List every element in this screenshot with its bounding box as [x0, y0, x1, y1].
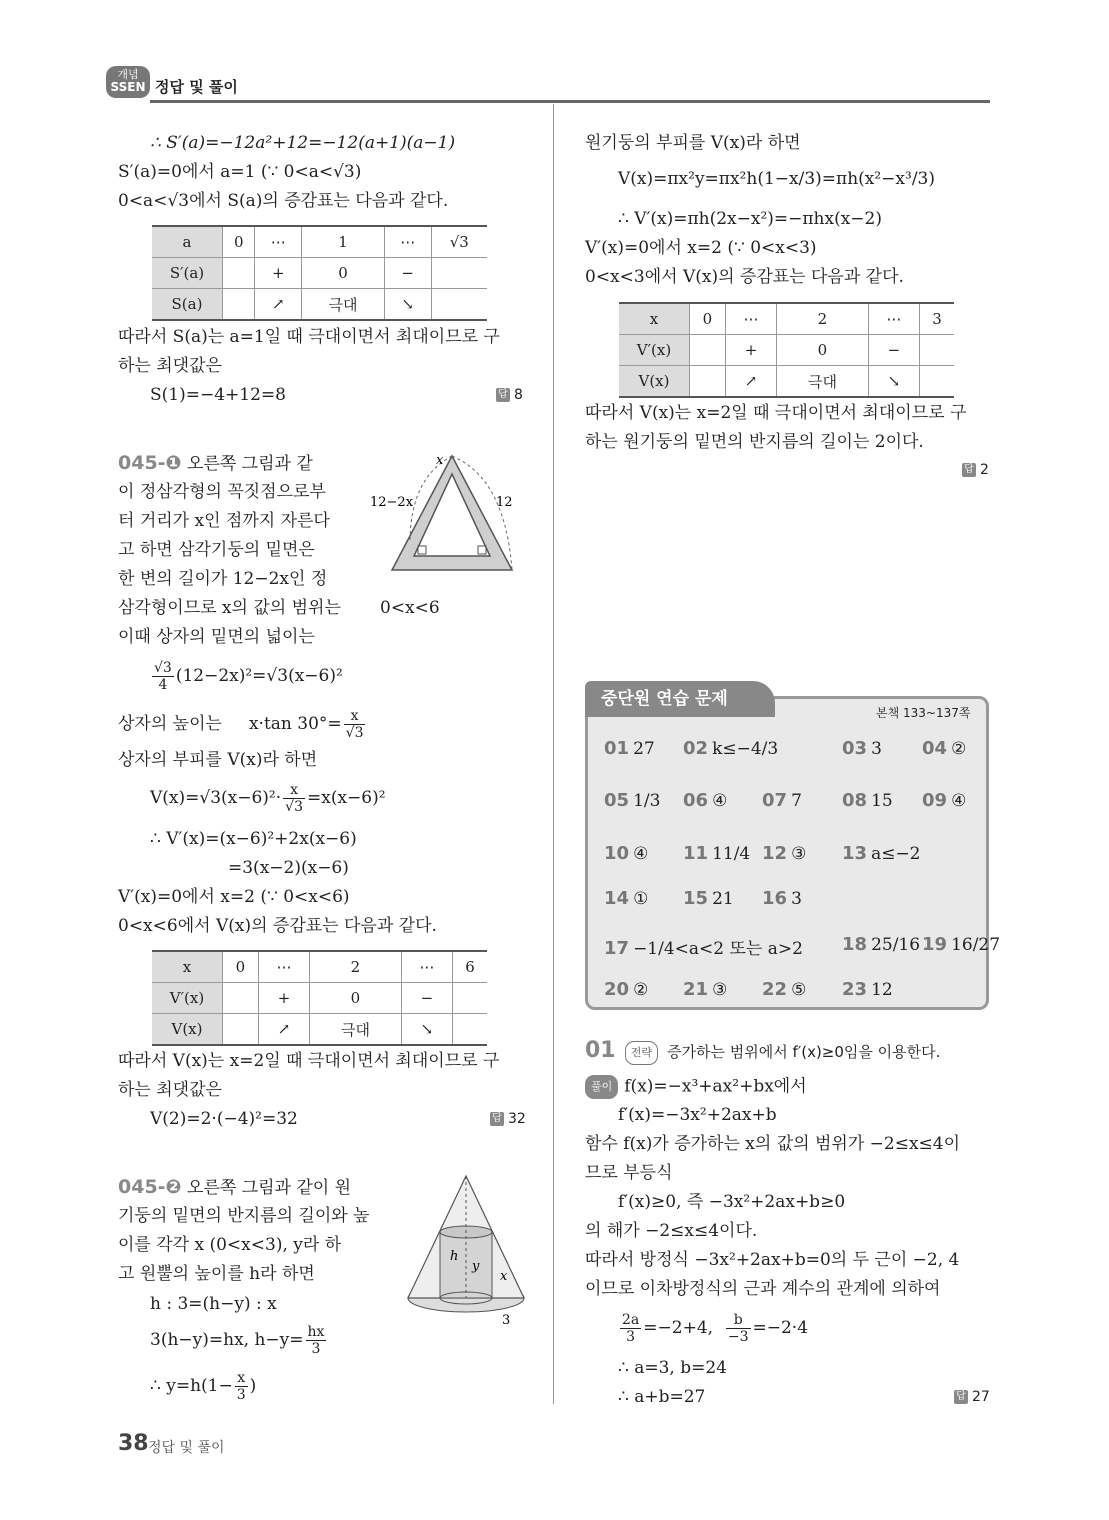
problem-number: 045-❷	[118, 1176, 182, 1198]
cell: V′(x)	[152, 983, 223, 1014]
cell: 0	[223, 226, 255, 258]
cell: 2	[310, 951, 401, 983]
text-line: 하는 원기둥의 밑면의 반지름의 길이는 2이다.	[585, 432, 924, 452]
eq-line: h : 3=(h−y) : x	[150, 1294, 277, 1314]
text-line: 하는 최댓값은	[118, 1080, 222, 1100]
text-line: 원기둥의 부피를 V(x)라 하면	[585, 133, 801, 153]
cell: 0	[302, 258, 385, 289]
footer-label: 정답 및 풀이	[148, 1440, 225, 1456]
text-line: 삼각형이므로 x의 값의 범위는	[118, 598, 341, 618]
textbook-reference: 본책 133~137쪽	[876, 706, 971, 720]
cylinder	[440, 1232, 492, 1298]
range: 0<x<6	[380, 598, 440, 618]
answer-item: 04 ②	[922, 738, 967, 759]
cell: V′(x)	[619, 335, 690, 366]
answer-item: 06 ④	[683, 790, 728, 811]
label-12: 12	[496, 495, 513, 510]
cell: ↘	[868, 366, 919, 398]
text-line: 고 원뿔의 높이를 h라 하면	[118, 1264, 315, 1284]
cell: 0	[310, 983, 401, 1014]
eq-line: ∴ V′(x)=πh(2x−x²)=−πhx(x−2)	[618, 209, 882, 229]
cell: ⋯	[258, 951, 309, 983]
answer-item: 02 k≤−4/3	[683, 738, 779, 759]
answer-mark: 답 32	[490, 1111, 526, 1127]
answer-item: 21 ③	[683, 979, 728, 1000]
eq-line: V′(x)=0에서 x=2 (∵ 0<x<3)	[585, 238, 817, 258]
cell: ⋯	[401, 951, 452, 983]
cell: −	[401, 983, 452, 1014]
increase-decrease-table-2	[152, 950, 487, 1046]
triangle-figure	[370, 448, 520, 578]
column-divider	[553, 104, 554, 1404]
answer-item: 05 1/3	[604, 790, 661, 811]
eq-line: ∴ V′(x)=(x−6)²+2x(x−6)	[150, 829, 357, 849]
solution-line: 따라서 방정식 −3x²+2ax+b=0의 두 근이 −2, 4	[585, 1250, 960, 1270]
cell	[920, 366, 954, 398]
text-line: 터 거리가 x인 점까지 자른다	[118, 511, 330, 531]
solution-line: 이므로 이차방정식의 근과 계수의 관계에 의하여	[585, 1279, 941, 1299]
answer-item: 22 ⑤	[762, 979, 807, 1000]
answer-mark: 답 8	[496, 387, 523, 403]
cell: −	[384, 258, 431, 289]
area-eq: $\frac{√3}{4}$ (12−2x)²=√3(x−6)²	[154, 660, 343, 693]
label-y: y	[472, 1259, 480, 1274]
eq-line: S(1)=−4+12=8	[150, 385, 286, 405]
strategy-tag: 전략	[625, 1041, 658, 1065]
header-rule	[150, 100, 990, 103]
solution-line: ∴ a=3, b=24	[618, 1358, 727, 1378]
eq-line: V(x)=πx²y=πx²h(1−x/3)=πh(x²−x³/3)	[618, 169, 935, 189]
cone-cylinder-figure	[400, 1170, 535, 1330]
answer-item: 12 ③	[762, 843, 807, 864]
answer-icon: 답	[962, 463, 976, 477]
cell: ⋯	[868, 303, 919, 335]
problem-number: 045-❶	[118, 452, 182, 474]
cell	[223, 1014, 259, 1046]
eq-line: V(2)=2·(−4)²=32	[150, 1109, 298, 1129]
answer-icon: 답	[496, 388, 510, 402]
cell: 극대	[302, 289, 385, 321]
cell	[223, 258, 255, 289]
cell	[690, 366, 726, 398]
volume-eq: V(x)=√3(x−6)²· $\frac{x}{√3}$ =x(x−6)²	[150, 782, 386, 815]
eq-line: ∴ S′(a)=−12a²+12=−12(a+1)(a−1)	[150, 133, 456, 153]
solution-tag: 풀이	[585, 1075, 618, 1099]
label-3: 3	[502, 1313, 511, 1328]
eq-line: =3(x−2)(x−6)	[228, 858, 349, 878]
cell: x	[152, 951, 223, 983]
solution-line: 풀이 f(x)=−x³+ax²+bx에서	[585, 1075, 807, 1099]
cell	[431, 289, 487, 321]
cell: 0	[690, 303, 726, 335]
cell	[453, 983, 487, 1014]
answer-item: 15 21	[683, 888, 734, 909]
page-header-title: 정답 및 풀이	[155, 78, 238, 96]
cell: V(x)	[619, 366, 690, 398]
text-line: 기둥의 밑면의 반지름의 길이와 높	[118, 1206, 370, 1226]
answer-icon: 답	[490, 1112, 504, 1126]
eq-line: V′(x)=0에서 x=2 (∵ 0<x<6)	[118, 887, 350, 907]
text-line: 0<a<√3에서 S(a)의 증감표는 다음과 같다.	[118, 191, 449, 211]
answer-item: 07 7	[762, 790, 802, 811]
answer-mark: 답 2	[962, 462, 989, 478]
label-x: x	[500, 1269, 508, 1284]
cell: ↘	[384, 289, 431, 321]
cell: 극대	[777, 366, 868, 398]
cell: S′(a)	[152, 258, 223, 289]
cell: 0	[223, 951, 259, 983]
cell: ⋯	[255, 226, 302, 258]
answer-item: 11 11/4	[683, 843, 751, 864]
cell: +	[258, 983, 309, 1014]
problem-045-2-line: 045-❷ 오른쪽 그림과 같이 원	[118, 1176, 352, 1198]
label-h: h	[450, 1249, 459, 1264]
text-line: 이 정삼각형의 꼭짓점으로부	[118, 482, 326, 502]
solution-line: $\frac{2a}{3}$ =−2+4, $\frac{b}{-3}$ =−2·4	[622, 1312, 809, 1345]
cell: √3	[431, 226, 487, 258]
cell: +	[255, 258, 302, 289]
cell: ↗	[255, 289, 302, 321]
cell: ↘	[401, 1014, 452, 1046]
cell: +	[725, 335, 776, 366]
cell	[223, 983, 259, 1014]
cell: 3	[920, 303, 954, 335]
page-number: 38	[118, 1431, 149, 1456]
cell: ⋯	[725, 303, 776, 335]
answer-item: 10 ④	[604, 843, 649, 864]
solution-line: 함수 f(x)가 증가하는 x의 값의 범위가 −2≤x≤4이	[585, 1134, 961, 1154]
text-line: 한 변의 길이가 12−2x인 정	[118, 569, 328, 589]
answer-item: 19 16/27	[922, 934, 1001, 955]
increase-decrease-table-3	[619, 302, 954, 398]
solution-line: f′(x)=−3x²+2ax+b	[618, 1105, 777, 1125]
cell: x	[619, 303, 690, 335]
solution-line: 의 해가 −2≤x≤4이다.	[585, 1221, 758, 1241]
text-line: 따라서 V(x)는 x=2일 때 극대이면서 최대이므로 구	[118, 1051, 500, 1071]
answer-icon: 답	[954, 1390, 968, 1404]
eq-line: ∴ y=h(1− $\frac{x}{3}$ )	[150, 1370, 257, 1403]
cell: ↗	[258, 1014, 309, 1046]
cell	[453, 1014, 487, 1046]
answer-item: 14 ①	[604, 888, 649, 909]
answer-item: 16 3	[762, 888, 802, 909]
cell: 2	[777, 303, 868, 335]
answer-item: 01 27	[604, 738, 655, 759]
answer-item: 08 15	[842, 790, 893, 811]
answer-item: 17 −1/4<a<2 또는 a>2	[604, 938, 803, 959]
label-12-2x: 12−2x	[370, 495, 414, 510]
cell: 극대	[310, 1014, 401, 1046]
review-box-tab: 중단원 연습 문제	[585, 681, 775, 717]
cell: a	[152, 226, 223, 258]
text-line: 이때 상자의 밑면의 넓이는	[118, 627, 315, 647]
cell	[223, 289, 255, 321]
cell: ↗	[725, 366, 776, 398]
eq-line: 3(h−y)=hx, h−y= $\frac{hx}{3}$	[150, 1324, 325, 1357]
cell: ⋯	[384, 226, 431, 258]
solution-01-header: 01 전략 증가하는 범위에서 f′(x)≥0임을 이용한다.	[585, 1038, 941, 1063]
answer-item: 23 12	[842, 979, 893, 1000]
cell: −	[868, 335, 919, 366]
cell: S(a)	[152, 289, 223, 321]
text-line: 0<x<3에서 V(x)의 증감표는 다음과 같다.	[585, 267, 904, 287]
cell: 0	[777, 335, 868, 366]
problem-045-1-line: 045-❶ 오른쪽 그림과 같	[118, 452, 313, 474]
answer-mark: 답 27	[954, 1389, 990, 1405]
cell: 1	[302, 226, 385, 258]
increase-decrease-table-1	[152, 225, 487, 321]
solution-line: ∴ a+b=27	[618, 1387, 706, 1407]
answer-item: 20 ②	[604, 979, 649, 1000]
eq-line: S′(a)=0에서 a=1 (∵ 0<a<√3)	[118, 162, 362, 182]
answer-item: 09 ④	[922, 790, 967, 811]
height-eq: 상자의 높이는 x·tan 30°= $\frac{x}{√3}$	[118, 708, 364, 741]
answer-item: 03 3	[842, 738, 882, 759]
solution-line: 므로 부등식	[585, 1163, 673, 1183]
answer-item: 13 a≤−2	[842, 843, 921, 864]
solution-line: f′(x)≥0, 즉 −3x²+2ax+b≥0	[618, 1192, 846, 1212]
brand-logo: 개념 SSEN	[106, 66, 150, 98]
cell	[920, 335, 954, 366]
text-line: 0<x<6에서 V(x)의 증감표는 다음과 같다.	[118, 916, 437, 936]
text-line: 상자의 부피를 V(x)라 하면	[118, 750, 318, 770]
text-line: 따라서 S(a)는 a=1일 때 극대이면서 최대이므로 구	[118, 327, 500, 347]
text-line: 하는 최댓값은	[118, 356, 222, 376]
label-x: x	[436, 453, 444, 468]
text-line: 고 하면 삼각기둥의 밑면은	[118, 540, 315, 560]
cell	[690, 335, 726, 366]
cell: 6	[453, 951, 487, 983]
cell	[431, 258, 487, 289]
text-line: 이를 각각 x (0<x<3), y라 하	[118, 1235, 342, 1255]
answer-item: 18 25/16	[842, 934, 921, 955]
cell: V(x)	[152, 1014, 223, 1046]
text-line: 따라서 V(x)는 x=2일 때 극대이면서 최대이므로 구	[585, 403, 967, 423]
